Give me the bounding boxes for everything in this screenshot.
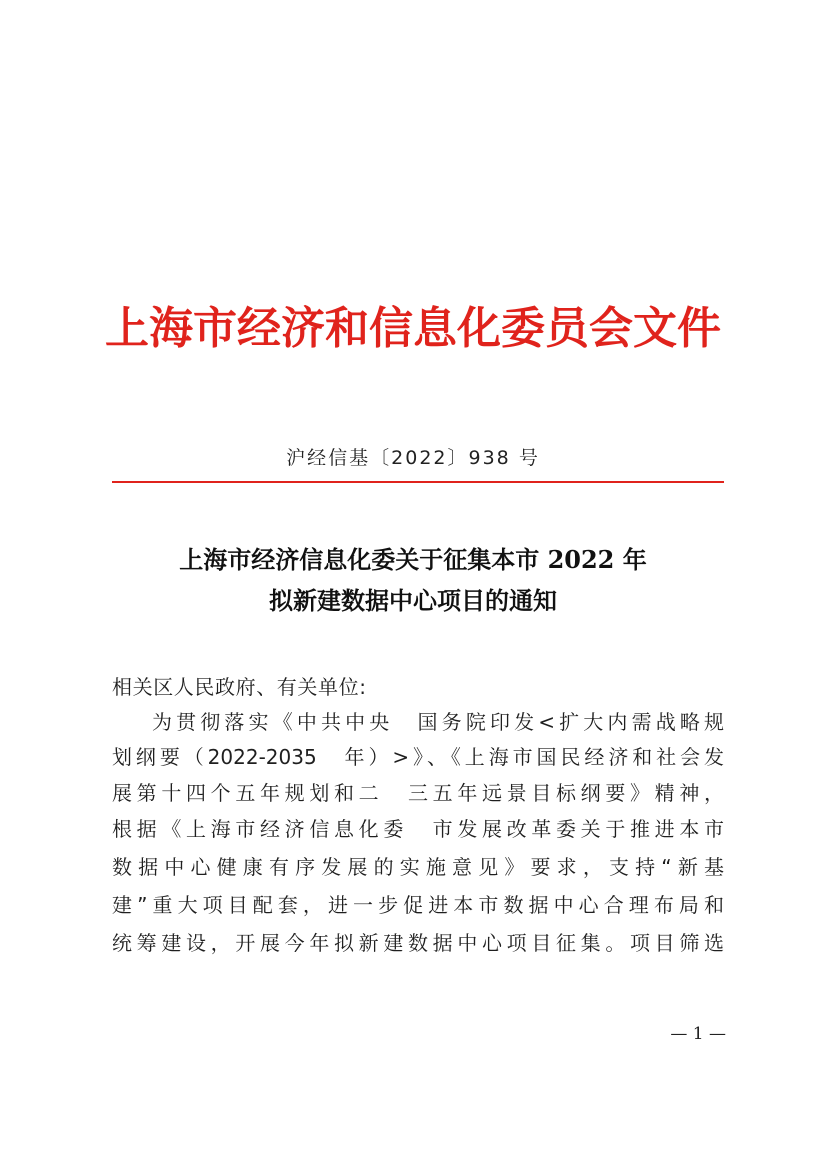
body-line-2: 划纲要（2022-2035 年）>》、《上海市国民经济和社会发 [112, 745, 724, 769]
notice-title-line-2: 拟新建数据中心项目的通知 [269, 586, 557, 615]
red-divider-line [112, 481, 724, 483]
document-masthead: 上海市经济和信息化委员会文件 [105, 303, 721, 354]
body-line-3: 展第十四个五年规划和二 三五年远景目标纲要》精神， [112, 781, 724, 805]
page-number: — 1 — [670, 1024, 726, 1044]
body-line-5: 数据中心健康有序发展的实施意见》要求，支持“新基 [112, 855, 724, 879]
salutation: 相关区人民政府、有关单位: [112, 675, 367, 699]
notice-title-line-1: 上海市经济信息化委关于征集本市 2022 年 [179, 545, 647, 574]
body-line-4: 根据《上海市经济信息化委 市发展改革委关于推进本市 [112, 817, 724, 841]
document-number: 沪经信基〔2022〕938 号 [286, 447, 540, 469]
body-line-6: 建”重大项目配套，进一步促进本市数据中心合理布局和 [112, 893, 724, 917]
body-line-1: 为贯彻落实《中共中央 国务院印发<扩大内需战略规 [152, 710, 724, 734]
body-line-7: 统筹建设，开展今年拟新建数据中心项目征集。项目筛选 [112, 931, 724, 955]
